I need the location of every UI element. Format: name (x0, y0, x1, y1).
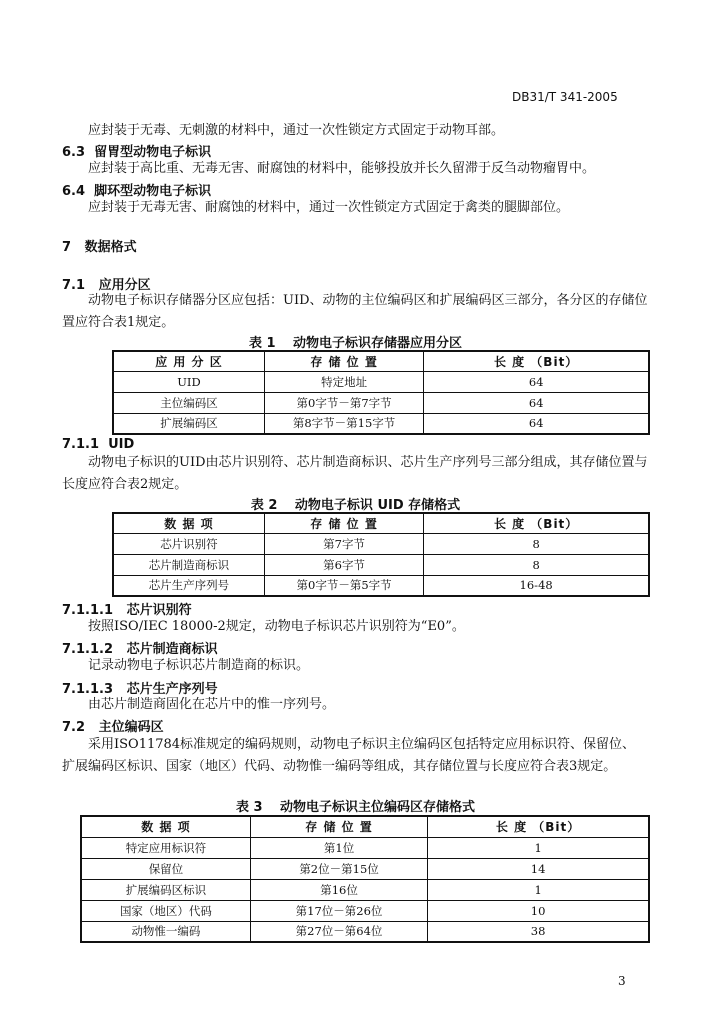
table-row (81, 921, 649, 942)
section-title: 主位编码区 (98, 720, 164, 735)
table-cell: 38 (428, 921, 649, 942)
paragraph-7-1: 动物电子标识存储器分区应包括：UID、动物的主位编码区和扩展编码区三部分，各分区的存储位置应符合表1规定。 (62, 293, 648, 330)
table-cell: 64 (424, 392, 649, 413)
section-number: 7.1.1.3 (62, 682, 113, 697)
table-row (113, 575, 649, 596)
section-title: 留胃型动物电子标识 (94, 145, 212, 160)
document-id: DB31/T 341-2005 (512, 90, 618, 104)
table-row (81, 879, 649, 900)
table-cell: 特定地址 (264, 371, 423, 392)
table-cell: 第7字节 (264, 533, 423, 554)
section-title: 芯片生产序列号 (126, 682, 218, 697)
table-row (81, 858, 649, 879)
section-title: 应用分区 (98, 278, 151, 293)
table-cell: 特定应用标识符 (81, 837, 250, 858)
table-header-row (113, 513, 649, 533)
table-cell: 第6字节 (264, 554, 423, 575)
table-cell: 第0字节－第5字节 (264, 575, 423, 596)
table-cell: 芯片制造商标识 (113, 554, 264, 575)
table-row (113, 413, 649, 434)
table-cell: 第27位－第64位 (250, 921, 427, 942)
table-header-cell: 存 储 位 置 (250, 816, 427, 837)
table-header-row (113, 351, 649, 371)
table-row (113, 554, 649, 575)
section-number: 7 (62, 240, 72, 255)
table-cell: 第17位－第26位 (250, 900, 427, 921)
table-3-caption: 表 3 动物电子标识主位编码区存储格式 (235, 800, 476, 815)
table-cell: 16-48 (424, 575, 649, 596)
paragraph-7-1-1: 动物电子标识的UID由芯片识别符、芯片制造商标识、芯片生产序列号三部分组成，其存储位置与长度应符合表2规定。 (62, 455, 648, 492)
paragraph-7-2: 采用ISO11784标准规定的编码规则，动物电子标识主位编码区包括特定应用标识符、保留位、扩展编码区标识、国家（地区）代码、动物惟一编码等组成，其存储位置与长度应符合表3规定。 (62, 737, 636, 774)
table-2-caption: 表 2 动物电子标识 UID 存储格式 (250, 498, 461, 513)
paragraph-ear-tag: 应封装于无毒、无刺激的材料中，通过一次性锁定方式固定于动物耳部。 (88, 123, 505, 138)
table-cell: 国家（地区）代码 (81, 900, 250, 921)
table-cell: 芯片识别符 (113, 533, 264, 554)
table-header-cell: 存 储 位 置 (264, 351, 423, 371)
section-number: 6.3 (62, 145, 86, 160)
table-cell: 1 (428, 879, 649, 900)
table-header-cell: 数 据 项 (81, 816, 250, 837)
section-number: 7.1.1.2 (62, 642, 113, 657)
section-number: 6.4 (62, 184, 86, 199)
section-number: 7.1.1.1 (62, 603, 113, 618)
section-title: 脚环型动物电子标识 (94, 184, 212, 199)
table-cell: 保留位 (81, 858, 250, 879)
section-heading-7 (62, 236, 137, 255)
section-title: 数据格式 (84, 240, 137, 255)
table-header-cell: 存 储 位 置 (264, 513, 423, 533)
table-header-cell: 数 据 项 (113, 513, 264, 533)
paragraph-6-4: 应封装于无毒无害、耐腐蚀的材料中，通过一次性锁定方式固定于禽类的腿脚部位。 (88, 200, 570, 215)
section-title: 芯片识别符 (126, 603, 192, 618)
table-3 (80, 815, 650, 943)
table-1 (112, 350, 650, 435)
section-heading-7-2 (62, 716, 164, 735)
table-cell: 芯片生产序列号 (113, 575, 264, 596)
table-header-cell: 应 用 分 区 (113, 351, 264, 371)
table-cell: 8 (424, 554, 649, 575)
table-header-cell: 长 度 （Bit） (424, 513, 649, 533)
paragraph-7-1-1-3: 由芯片制造商固化在芯片中的惟一序列号。 (88, 697, 336, 712)
table-cell: 第1位 (250, 837, 427, 858)
table-cell: 扩展编码区标识 (81, 879, 250, 900)
table-cell: 64 (424, 371, 649, 392)
table-cell: 第8字节－第15字节 (264, 413, 423, 434)
table-1-caption: 表 1 动物电子标识存储器应用分区 (248, 336, 463, 351)
section-number: 7.1.1 (62, 437, 100, 452)
section-number: 7.2 (62, 720, 86, 735)
table-cell: 主位编码区 (113, 392, 264, 413)
table-cell: 8 (424, 533, 649, 554)
table-cell: 第16位 (250, 879, 427, 900)
table-2 (112, 512, 650, 597)
table-row (81, 837, 649, 858)
paragraph-7-1-1-2: 记录动物电子标识芯片制造商的标识。 (88, 658, 310, 673)
table-cell: 第0字节－第7字节 (264, 392, 423, 413)
table-row (113, 392, 649, 413)
table-cell: 动物惟一编码 (81, 921, 250, 942)
paragraph-6-3: 应封装于高比重、无毒无害、耐腐蚀的材料中，能够投放并长久留滞于反刍动物瘤胃中。 (88, 161, 596, 176)
table-row (113, 533, 649, 554)
section-title: UID (108, 437, 135, 452)
paragraph-7-1-1-1: 按照ISO/IEC 18000-2规定，动物电子标识芯片识别符为“E0”。 (88, 619, 465, 634)
table-cell: 64 (424, 413, 649, 434)
section-heading-7-1-1 (62, 437, 134, 452)
table-cell: 扩展编码区 (113, 413, 264, 434)
table-header-cell: 长 度 （Bit） (424, 351, 649, 371)
table-cell: 第2位－第15位 (250, 858, 427, 879)
table-cell: 10 (428, 900, 649, 921)
table-row (113, 371, 649, 392)
section-title: 芯片制造商标识 (126, 642, 218, 657)
table-cell: 1 (428, 837, 649, 858)
table-row (81, 900, 649, 921)
table-header-cell: 长 度 （Bit） (428, 816, 649, 837)
table-header-row (81, 816, 649, 837)
page-number: 3 (618, 974, 626, 988)
section-number: 7.1 (62, 278, 86, 293)
table-cell: 14 (428, 858, 649, 879)
table-cell: UID (113, 371, 264, 392)
